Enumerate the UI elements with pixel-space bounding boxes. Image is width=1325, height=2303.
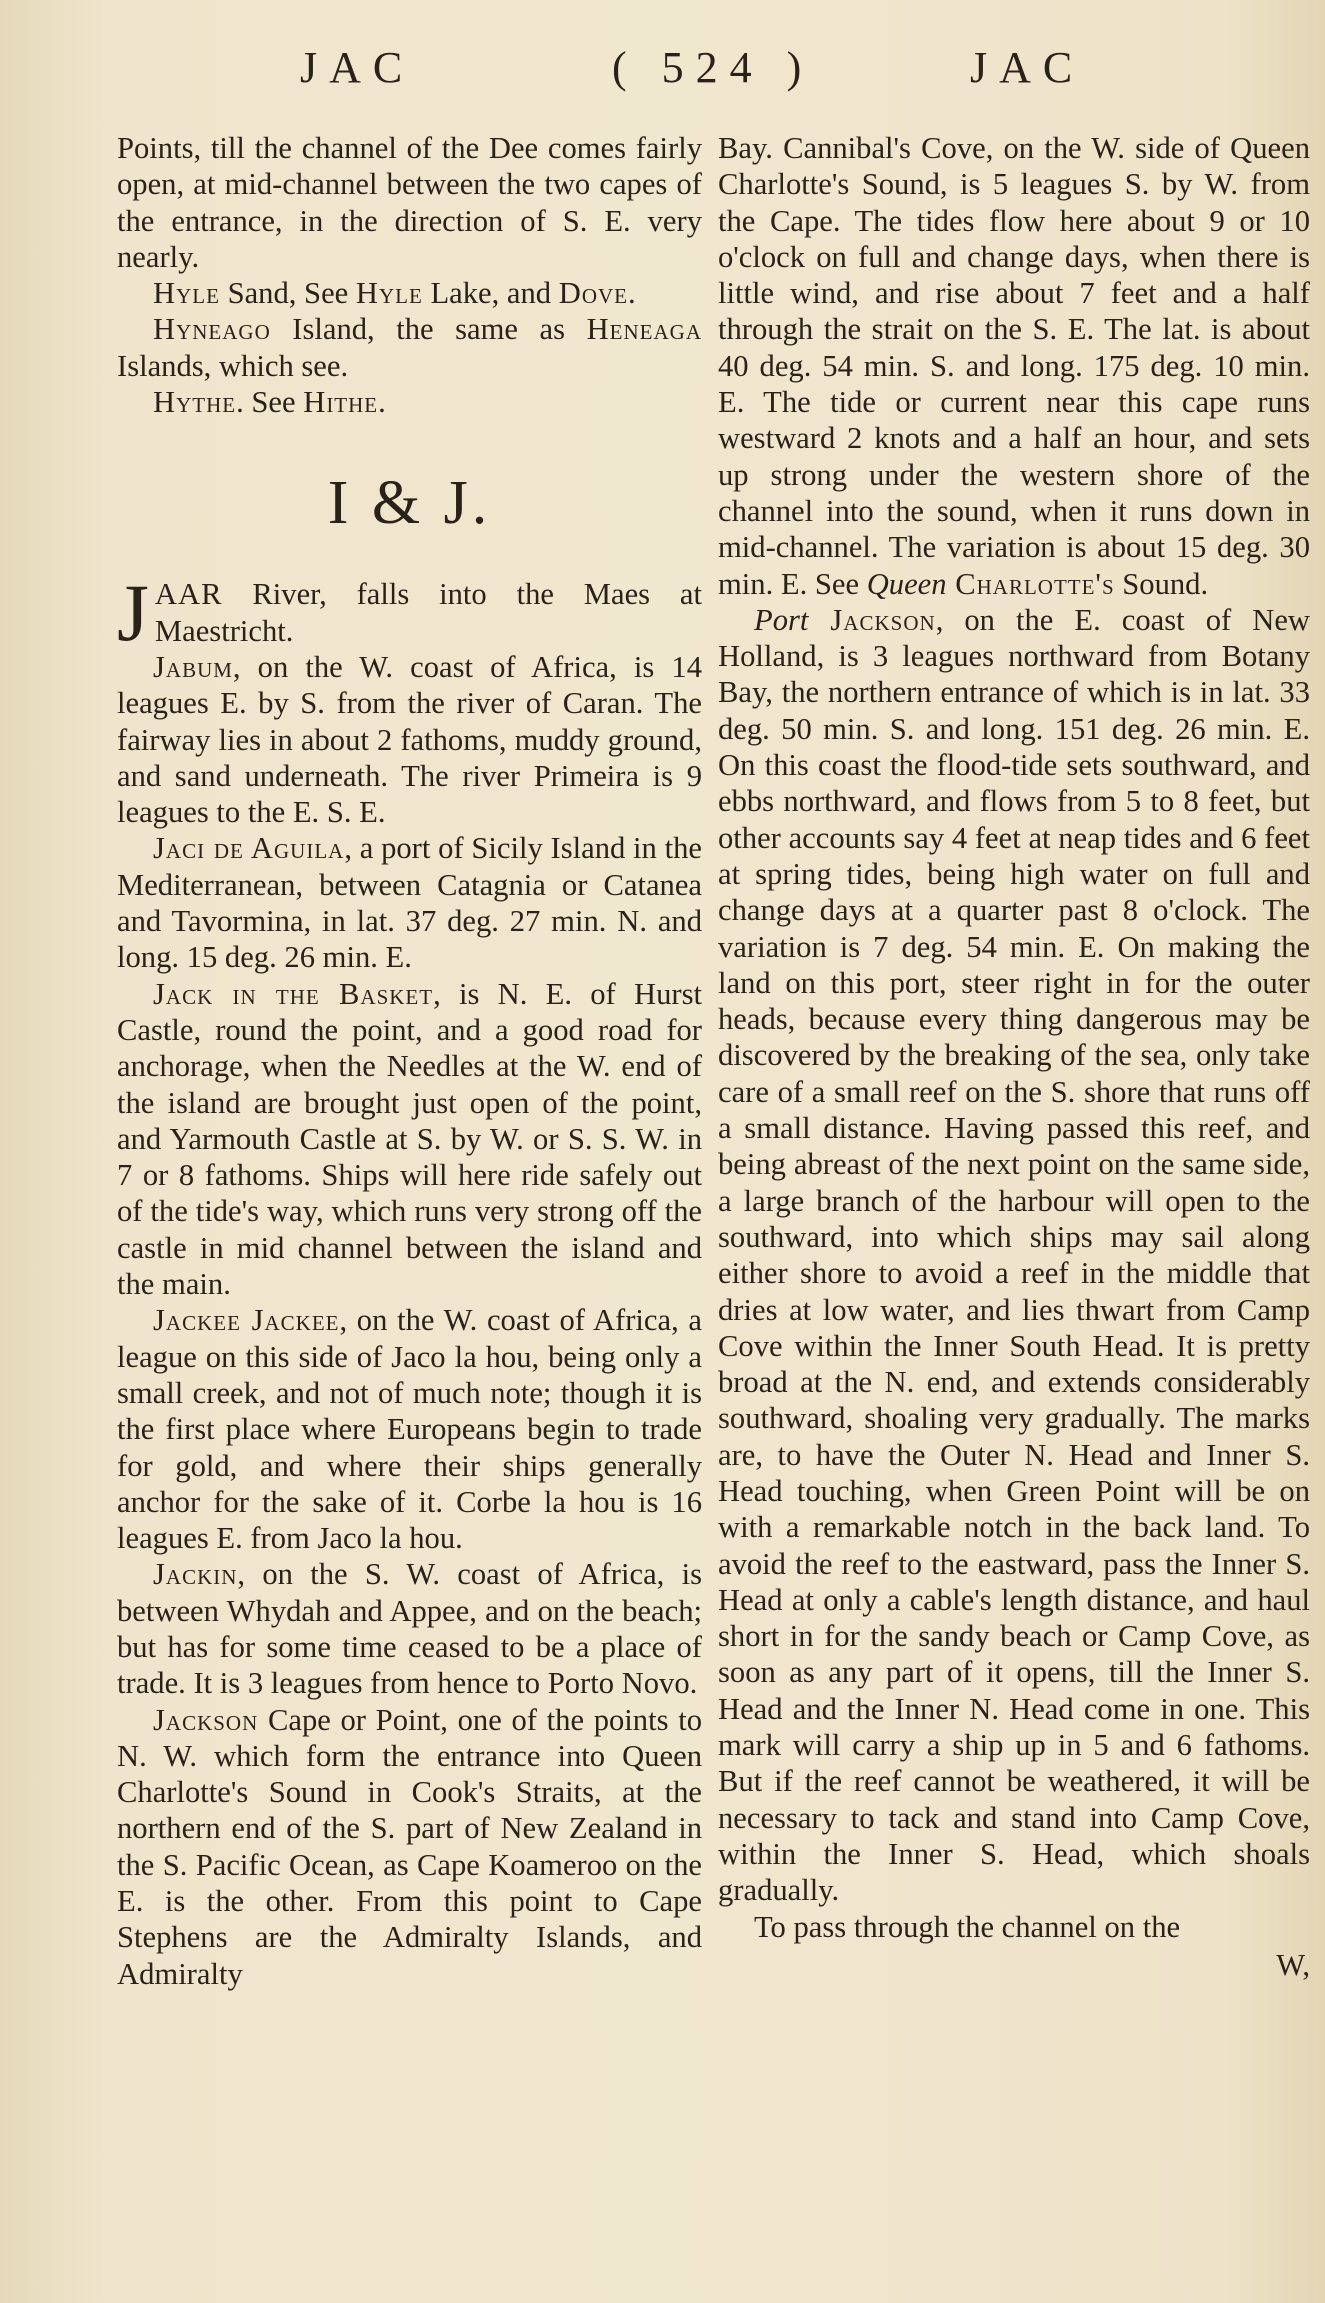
entry-text: , on the S. W. coast of Africa, is between Whydah and Appee, and on the beach; but has for some time ceased to be a place of trade. It is 3 leagues from hence to Porto Novo. (117, 1557, 702, 1701)
entry-text: To pass through the channel on the (754, 1909, 1181, 1944)
entry-headword: Jackee Jackee (153, 1303, 340, 1338)
entry-text: Sound. (1114, 566, 1209, 601)
entry-text: Cape or Point, one of the points to N. W. which form the entrance into Queen Charlotte's Sound in Cook's Straits, at the northern end of the S. part of New Zealand in the S. Pacific Ocean, as Cape Koameroo on the E. is the other. From this point to Cape Stephens are the Admiralty Islands, and Admiralty (117, 1702, 702, 1991)
entry-text: Points, till the channel of the Dee comes fairly open, at mid-channel between the two capes of the entrance, in the direction of S. E. very nearly. (117, 131, 702, 274)
entry-headword: Jackson (808, 602, 936, 637)
entry-headword: Jackson (153, 1702, 259, 1737)
entry-paragraph (117, 275, 702, 311)
entry-text: Sand, See (219, 276, 356, 311)
entry-paragraph (718, 1909, 1310, 1982)
entry-paragraph (718, 602, 1310, 1909)
entry-text: Island, the same as (270, 312, 587, 347)
entry-text: , a port of Sicily Island in the Mediterranean, between Catagnia or Catanea and Tavormina, in lat. 37 deg. 27 min. N. and long. 15 deg. 26 min. E. (117, 831, 702, 975)
entry-headword: Jackin (153, 1557, 238, 1592)
entry-text: , on the E. coast of New Holland, is 3 leagues northward from Botany Bay, the northern entrance of which is in lat. 33 deg. 50 min. S. and long. 151 deg. 26 min. E. On this coast the flood-tide sets southward, and ebbs northward, and flows from 5 to 8 feet, but other accounts say 4 feet at neap tides and 6 feet at spring tides, being high water on full and change days at a quarter past 8 o'clock. The variation is 7 deg. 54 min. E. On making the land on this port, steer right in for the outer heads, because every thing dangerous may be discovered by the breaking of the sea, only take care of a small reef on the S. shore that runs off a small distance. Having passed this reef, and being abreast of the next point on the same side, a large branch of the harbour will open to the southward, into which ships may sail along either shore to avoid a reef in the middle that dries at low water, and lies thwart from Camp Cove within the Inner South Head. It is pretty broad at the N. end, and extends considerably southward, shoaling very gradually. The marks are, to have the Outer N. Head and Inner S. Head touching, when Green Point will be on with a remarkable notch in the back land. To avoid the reef to the eastward, pass the Inner S. Head at only a cable's length distance, and haul short in for the sandy beach or Camp Cove, as soon as any part of it opens, till the Inner S. Head and the Inner N. Head come in one. This mark will carry a ship up in 5 and 6 fathoms. But if the reef cannot be weathered, it will be necessary to tack and stand into Camp Cove, within the Inner S. Head, which shoals gradually. (718, 602, 1310, 1908)
entry-prefix: Port (754, 602, 809, 637)
entry-text: . See (236, 385, 304, 420)
entry-text: , on the W. coast of Africa, a league on this side of Jaco la hou, being only a small creek, and not of much note; though it is the first place where Europeans begin to trade for gold, and where their ships generally anchor for the sake of it. Corbe la hou is 16 leagues E. from Jaco la hou. (117, 1303, 702, 1556)
entry-paragraph (117, 311, 702, 384)
entry-paragraph (718, 130, 1310, 602)
cross-reference: Hithe (303, 385, 379, 420)
entry-paragraph (117, 567, 702, 659)
cross-reference: Hyle (355, 276, 423, 311)
entry-paragraph (117, 130, 702, 275)
entry-paragraph (117, 649, 702, 830)
cross-reference: Heneaga (586, 312, 702, 347)
entry-headword: Hyle (153, 276, 220, 311)
entry-text: Islands, which see. (117, 348, 349, 383)
page-number: ( 524 ) (612, 43, 814, 92)
entry-paragraph (117, 830, 702, 975)
entry-headword: Jabum (153, 649, 233, 684)
entry-paragraph (117, 976, 702, 1303)
entry-paragraph (117, 1556, 702, 1701)
right-column (718, 130, 1310, 1982)
entry-headword: Hyneago (153, 312, 271, 347)
header-left: JAC (300, 43, 415, 92)
entry-headword: Jack in the Basket (153, 976, 434, 1011)
drop-cap: J (117, 567, 149, 659)
section-heading: I & J. (327, 469, 492, 538)
entry-headword: AAR (154, 577, 223, 612)
cross-reference: Queen (866, 566, 947, 601)
entry-text: , on the W. coast of Africa, is 14 leagues E. by S. from the river of Caran. The fairway lies in about 2 fathoms, muddy ground, and sand underneath. The river Primeira is 9 leagues to the E. S. E. (117, 649, 702, 830)
entry-text: . (378, 385, 386, 420)
running-header (0, 42, 1325, 112)
entry-text: Bay. Cannibal's Cove, on the W. side of Queen Charlotte's Sound, is 5 leagues S. by W. from the Cape. The tides flow here about 9 or 10 o'clock on full and change days, when there is little wind, and rise about 7 feet and a half through the strait on the S. E. The lat. is about 40 deg. 54 min. S. and long. 175 deg. 10 min. E. The tide or current near this cape runs westward 2 knots and a half an hour, and sets up strong under the western shore of the channel into the sound, when it runs down in mid-channel. The variation is about 15 deg. 30 min. E. See (718, 131, 1310, 601)
left-column (117, 130, 702, 1992)
entry-text: . (628, 276, 636, 311)
catchword: W, (1276, 1947, 1310, 1982)
entry-headword: Jaci de Aguila (153, 831, 345, 866)
entry-paragraph (117, 1302, 702, 1556)
cross-reference: Dove (558, 276, 628, 311)
entry-paragraph (117, 384, 702, 420)
entry-paragraph (117, 1702, 702, 1992)
entry-text: Lake, and (422, 276, 559, 311)
entry-headword: Hythe (153, 385, 237, 420)
entry-text: , is N. E. of Hurst Castle, round the point, and a good road for anchorage, when the Needles at the W. end of the island are brought just open of the point, and Yarmouth Castle at S. by W. or S. S. W. in 7 or 8 fathoms. Ships will here ride safely out of the tide's way, which runs very strong off the castle in mid channel between the island and the main. (117, 976, 702, 1302)
entry-text: River, falls into the Maes at Maestricht. (154, 577, 702, 648)
header-right: JAC (970, 43, 1085, 92)
cross-reference: Charlotte's (946, 566, 1115, 601)
